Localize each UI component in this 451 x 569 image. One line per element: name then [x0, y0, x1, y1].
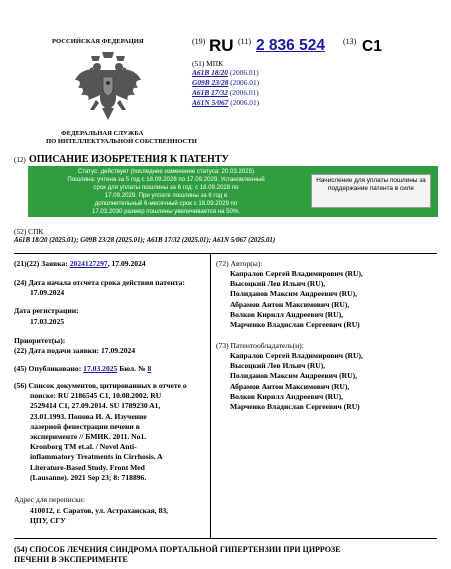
owner-item: Капралов Сергей Владимирович (RU),: [230, 351, 363, 360]
author-item: Марченко Владислав Сергеевич (RU): [230, 320, 360, 330]
owners-label: (73) Патентообладатель(и):: [216, 341, 304, 350]
country-name: РОССИЙСКАЯ ФЕДЕРАЦИЯ: [52, 38, 144, 45]
application-number-link[interactable]: 2024127297: [69, 259, 108, 268]
ipc-entry: [192, 98, 259, 108]
owners-list: [230, 351, 363, 412]
coat-of-arms-emblem: [72, 50, 144, 122]
invention-title: [14, 545, 341, 566]
authors-list: [230, 269, 363, 330]
code-13: (13): [343, 37, 357, 46]
status-line: срок для уплаты пошлины за 6 год: с 18.09.2028 по: [93, 183, 239, 191]
citation-line: (Lausanne). 2021 Sep 23; 8: 718896.: [30, 472, 147, 482]
registration-label: Дата регистрации:: [14, 306, 79, 315]
ipc-entry: [192, 88, 259, 98]
owner-item: Полиданов Максим Андреевич (RU),: [230, 371, 358, 381]
ipc-code-link[interactable]: A61N 5/067: [192, 97, 229, 107]
country-code: RU: [209, 36, 234, 55]
owner-item: Абрамов Антон Максимович (RU),: [230, 381, 350, 391]
author-item: Волков Кирилл Андреевич (RU),: [230, 309, 344, 319]
address-line: ЦПУ, СГУ: [30, 516, 66, 526]
owner-item: Высоцкий Лев Ильич (RU),: [230, 361, 326, 371]
term-start-value: 17.09.2024: [30, 288, 65, 297]
application-row: [14, 259, 146, 269]
ipc-entry: [192, 68, 259, 78]
citation-line: Literature-Based Study. Front Med: [30, 462, 145, 472]
ipc-version: (2006.01): [229, 68, 259, 77]
application-label: (21)(22) Заявка:: [14, 259, 68, 268]
doc-title-code: (12): [14, 156, 26, 164]
citation-line: эксперименте // БМИК. 2011. No1.: [30, 432, 147, 442]
table-bottom-border: [14, 538, 437, 539]
code-11: (11): [238, 37, 252, 46]
owner-item: Волков Кирилл Андреевич (RU),: [230, 391, 344, 401]
author-item: Абрамов Антон Максимович (RU),: [230, 299, 350, 309]
author-item: Капралов Сергей Владимирович (RU),: [230, 269, 363, 278]
ipc-version: (2006.01): [229, 87, 259, 97]
priority-value: (22) Дата подачи заявки: 17.09.2024: [14, 346, 136, 355]
citation-line: поиске: RU 2186545 C1, 10.08.2002. RU: [30, 391, 162, 401]
ipc-code-link[interactable]: A61B 17/32: [192, 87, 228, 97]
priority-label: Приоритет(ы):: [14, 336, 66, 345]
patent-number-link[interactable]: 2 836 524: [256, 37, 325, 54]
status-line: 17.03.2030 размер пошлины увеличивается на 50%.: [91, 207, 241, 215]
author-item: Полиданов Максим Андреевич (RU),: [230, 289, 358, 299]
agency-name-line1: ФЕДЕРАЛЬНАЯ СЛУЖБА: [61, 130, 144, 137]
doc-title: ОПИСАНИЕ ИЗОБРЕТЕНИЯ К ПАТЕНТУ: [29, 154, 229, 165]
invention-title-line: (54) СПОСОБ ЛЕЧЕНИЯ СИНДРОМА ПОРТАЛЬНОЙ ГИПЕРТЕНЗИИ ПРИ ЦИРРОЗЕ: [14, 545, 341, 554]
ipc-code-link[interactable]: G09B 23/28: [192, 77, 229, 87]
address-block: [30, 506, 168, 526]
term-start-label: (24) Дата начала отсчета срока действия патента:: [14, 278, 185, 287]
ipc-version: (2006.01): [230, 77, 260, 87]
citation-line: 23.01.1993. Попова И. А. Изучение: [30, 411, 147, 421]
published-date-link[interactable]: 17.03.2025: [83, 364, 118, 373]
code-19: (19): [192, 37, 206, 46]
status-text: [32, 168, 300, 215]
status-line: Статус: действует (последнее изменение статуса: 20.03.2025): [77, 168, 255, 175]
spk-label: (52) СПК: [14, 227, 44, 236]
ipc-version: (2006.01): [230, 97, 260, 107]
ipc-code-link[interactable]: A61B 18/20: [192, 68, 228, 77]
ipc-list: [192, 68, 259, 108]
ipc-entry: [192, 78, 259, 88]
published-label: (45) Опубликовано:: [14, 364, 82, 373]
status-line: дополнительный 6-месячный срок с 18.09.2029 по: [94, 199, 238, 207]
author-item: Высоцкий Лев Ильич (RU),: [230, 279, 326, 289]
address-line: 410012, г. Саратов, ул. Астраханская, 83,: [30, 506, 169, 515]
invention-title-line: ПЕЧЕНИ В ЭКСПЕРИМЕНТЕ: [14, 555, 128, 565]
spk-entries: A61B 18/20 (2025.01); G09B 23/28 (2025.01); A61B 17/32 (2025.01); A61N 5/067 (2025.01): [14, 237, 276, 244]
owner-item: Марченко Владислав Сергеевич (RU): [230, 402, 360, 412]
status-line: 17.09.2029. При уплате пошлины за 6 год в: [104, 191, 228, 199]
column-divider: [210, 253, 211, 538]
registration-value: 17.03.2025: [30, 317, 65, 326]
fee-calculation-button[interactable]: Начисление для уплаты пошлины за поддержание патента в силе: [311, 174, 431, 208]
application-date: , 17.09.2024: [107, 259, 146, 268]
citation-line: 2529414 C1, 27.09.2014. SU 1789230 A1,: [30, 401, 161, 411]
citation-line: лазерной фенестрации печени в: [30, 421, 140, 431]
bulletin-number-link[interactable]: 8: [147, 364, 152, 373]
table-top-border: [14, 253, 437, 254]
bulletin-label: Бюл. №: [119, 364, 146, 373]
citations-block: [14, 381, 206, 483]
published-row: [14, 364, 151, 374]
address-label: Адрес для переписки:: [14, 495, 85, 504]
authors-label: (72) Автор(ы):: [216, 259, 263, 268]
mpk-label: (51) МПК: [192, 59, 223, 68]
citation-line: inflammatory Treatments in Cirrhosis. A: [30, 452, 163, 462]
kind-code: C1: [362, 38, 382, 55]
status-line: Пошлина: учтена за 5 год с 18.09.2028 по 17.09.2029. Установленный: [67, 175, 265, 183]
status-panel: [28, 166, 438, 217]
citation-line: (56) Список документов, цитированных в отчете о: [14, 381, 187, 390]
agency-name-line2: ПО ИНТЕЛЛЕКТУАЛЬНОЙ СОБСТВЕННОСТИ: [46, 138, 197, 145]
citation-line: Kronborg TM et.al. / Novel Anti-: [30, 442, 137, 452]
